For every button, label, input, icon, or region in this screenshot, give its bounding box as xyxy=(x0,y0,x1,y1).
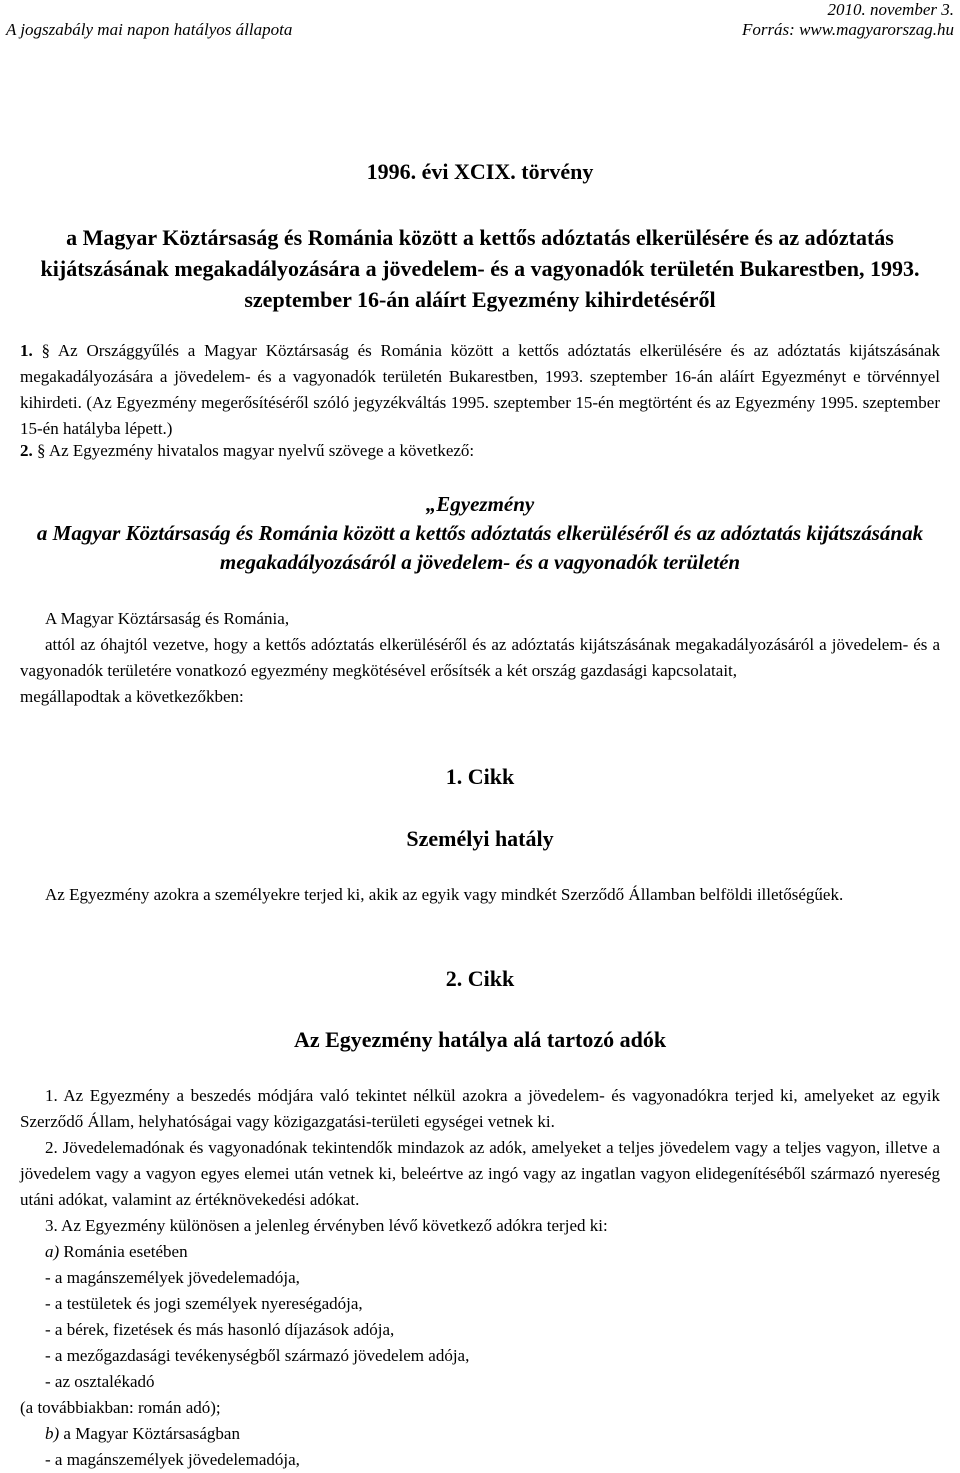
section-symbol: § xyxy=(41,341,51,360)
romania-heading xyxy=(20,1239,940,1265)
agreement-heading: „Egyezmény xyxy=(425,492,535,516)
hungary-heading xyxy=(20,1421,940,1447)
list-item: - a mezőgazdasági tevékenységből származó jövedelem adója, xyxy=(45,1346,470,1365)
agreement-subheading: a Magyar Köztársaság és Románia között a kettős adóztatás elkerüléséről és az adóztatás kijátszásának megakadályozásáról a jövedelem- és a vagyonadók területén xyxy=(36,521,924,574)
list-item: - a bérek, fizetések és más hasonló díjazások adója, xyxy=(45,1320,395,1339)
item-a-label: a) xyxy=(45,1242,60,1261)
parties-line: A Magyar Köztársaság és Románia, xyxy=(45,609,290,628)
section-2-text: Az Egyezmény hivatalos magyar nyelvű szövege a következő: xyxy=(48,441,475,460)
preamble-block xyxy=(20,606,940,710)
article-1-number: 1. Cikk xyxy=(445,764,515,789)
law-title: 1996. évi XCIX. törvény xyxy=(366,159,594,184)
header-source: Forrás: www.magyarorszag.hu xyxy=(741,20,954,39)
romanian-tax-note: (a továbbiakban: román adó); xyxy=(20,1398,221,1417)
law-subtitle: a Magyar Köztársaság és Románia között a kettős adóztatás elkerülésére és az adóztatás kijátszásának megakadályozására a jövedelem- és a vagyonadók területén Bukarestben, 1993. szeptember 16-án aláírt Egyezmény kihirdetéséről xyxy=(40,225,920,312)
section-1 xyxy=(20,338,940,442)
article-2-body xyxy=(20,1083,940,1473)
header-date: 2010. november 3. xyxy=(827,0,954,19)
section-symbol: § xyxy=(37,441,46,460)
header-row-bottom xyxy=(6,20,954,40)
article-2-paragraph-1: 1. Az Egyezmény a beszedés módjára való tekintet nélkül azokra a jövedelem- és vagyonadókra terjed ki, amelyeket az egyik Szerződő Állam, helyhatóságai vagy közigazgatási-területi egységei vetnek ki. xyxy=(20,1086,940,1131)
article-2-paragraph-2: 2. Jövedelemadónak és vagyonadónak tekintendők mindazok az adók, amelyeket a teljes jövedelem vagy a teljes vagyon, illetve a jövedelem vagy a vagyon egyes elemei után vetnek ki, beleértve az ingó vagy az ingatlan vagyon elidegenítéséből származó nyereség utáni adókat, valamint az értéknövekedési adókat. xyxy=(20,1138,940,1209)
article-2-paragraph-3: 3. Az Egyezmény különösen a jelenleg érvényben lévő következő adókra terjed ki: xyxy=(45,1216,608,1235)
header-row-top xyxy=(6,0,954,20)
section-1-text: Az Országgyűlés a Magyar Köztársaság és Románia között a kettős adóztatás elkerülésére és az adóztatás kijátszásának megakadályozására a jövedelem- és a vagyonadók területén Bukarestben, 1993. szeptember 16-án aláírt Egyezményt e törvénnyel kihirdeti. (Az Egyezmény megerősítéséről szóló jegyzékváltás 1995. szeptember 15-én megtörtént és az Egyezmény 1995. szeptember 15-én hatályba lépett.) xyxy=(20,341,941,438)
article-2-number: 2. Cikk xyxy=(445,966,515,991)
article-1-text: Az Egyezmény azokra a személyekre terjed ki, akik az egyik vagy mindkét Szerződő Államban belföldi illetőségűek. xyxy=(45,885,844,904)
section-2-number: 2. xyxy=(20,441,33,460)
list-item: - a testületek és jogi személyek nyereségadója, xyxy=(45,1294,363,1313)
list-item: - az osztalékadó xyxy=(45,1372,155,1391)
list-item: - a magánszemélyek jövedelemadója, xyxy=(45,1450,300,1469)
preamble-text: attól az óhajtól vezetve, hogy a kettős adóztatás elkerüléséről és az adóztatás kijátszásának megakadályozásáról a jövedelem- és a vagyonadók területére vonatkozó egyezmény megkötésével erősítsék a két ország gazdasági kapcsolatait, xyxy=(20,635,940,680)
item-b-label: b) xyxy=(45,1424,60,1443)
article-2-title: Az Egyezmény hatálya alá tartozó adók xyxy=(293,1027,667,1052)
section-1-number: 1. xyxy=(20,341,33,360)
item-b-text: a Magyar Köztársaságban xyxy=(63,1424,240,1443)
item-a-text: Románia esetében xyxy=(63,1242,188,1261)
agreement-title-block xyxy=(0,490,960,577)
header-status: A jogszabály mai napon hatályos állapota xyxy=(6,20,293,39)
section-2 xyxy=(20,438,940,464)
list-item: - a magánszemélyek jövedelemadója, xyxy=(45,1268,300,1287)
agreed-line: megállapodtak a következőkben: xyxy=(20,687,244,706)
article-1-title: Személyi hatály xyxy=(406,826,554,851)
